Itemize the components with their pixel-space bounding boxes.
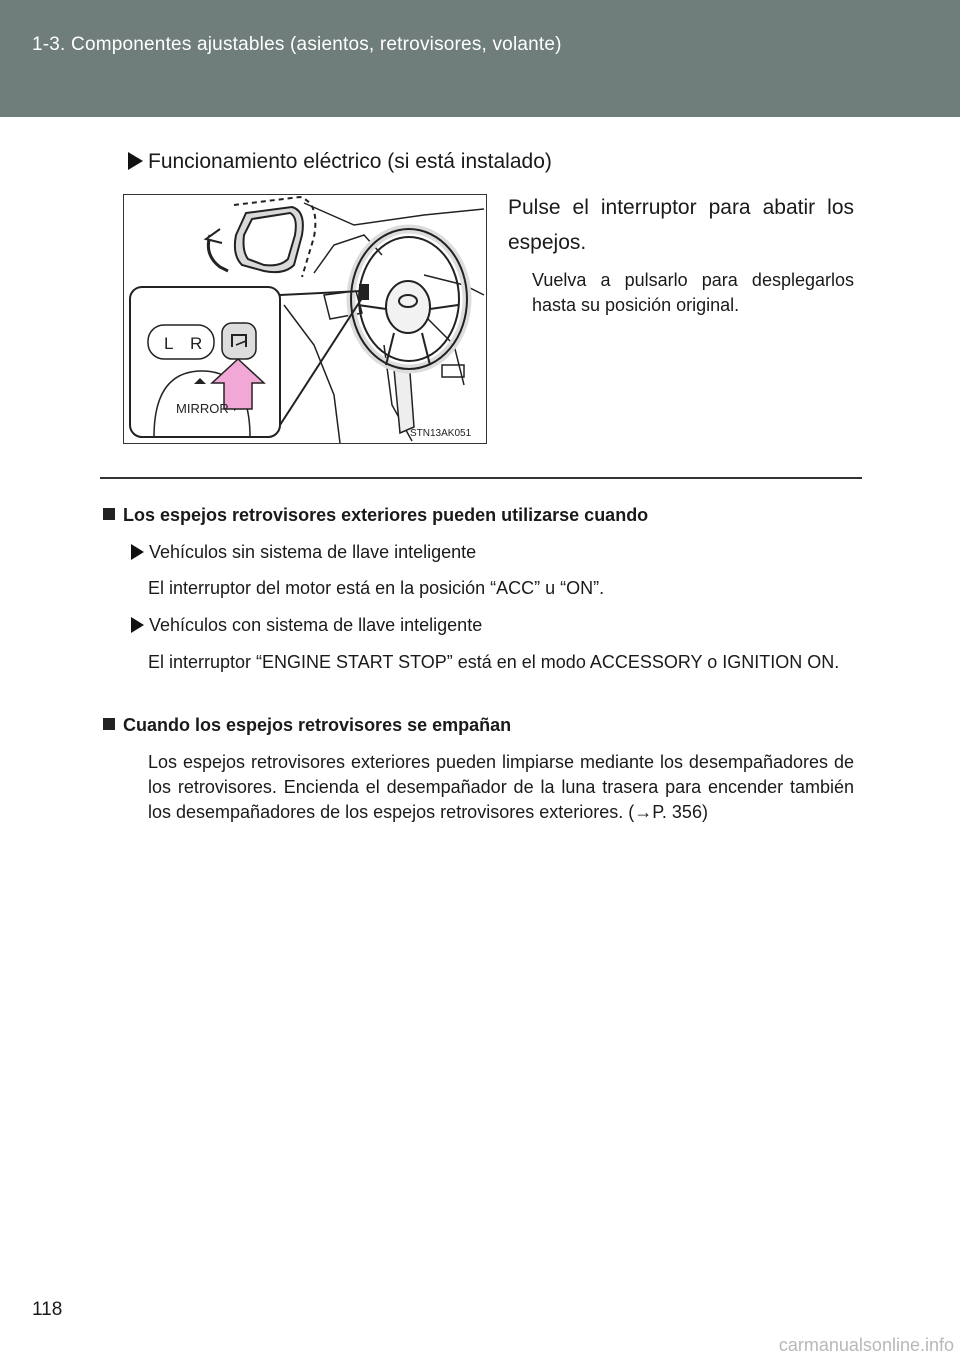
section-divider bbox=[100, 477, 862, 479]
fog-paragraph: Los espejos retrovisores exteriores pueden limpiarse mediante los desempañadores de los retrovisores. Encienda el desempañador de la luna trasera para encender también los desempañadores de los espejos retrovisores exteriores. (→P. 356) bbox=[148, 752, 854, 822]
subheading-text: Funcionamiento eléctrico (si está instalado) bbox=[148, 150, 552, 173]
item-label-text: Vehículos con sistema de llave inteligente bbox=[149, 615, 483, 635]
square-bullet-icon bbox=[103, 508, 115, 520]
mirror-switch-illustration bbox=[123, 194, 487, 444]
instruction-text: Pulse el interruptor para abatir los espejos. bbox=[508, 196, 854, 254]
item-text-smart-key: El interruptor “ENGINE START STOP” está en el modo ACCESSORY o IGNITION ON. bbox=[148, 652, 840, 672]
note-heading-fog bbox=[103, 715, 511, 736]
triangle-bullet-icon bbox=[131, 617, 144, 633]
note-heading-usage bbox=[103, 505, 648, 526]
triangle-bullet-icon bbox=[128, 152, 143, 170]
item-label-text: Vehículos sin sistema de llave inteligente bbox=[149, 542, 477, 562]
watermark-text: carmanualsonline.info bbox=[778, 1335, 954, 1355]
subheading-electric bbox=[128, 150, 552, 174]
note-heading-text: Los espejos retrovisores exteriores pueden utilizarse cuando bbox=[123, 505, 649, 525]
item-label-smart-key bbox=[131, 615, 482, 636]
switch-label-r: R bbox=[190, 334, 203, 353]
square-bullet-icon bbox=[103, 718, 115, 730]
header-bar bbox=[0, 0, 960, 117]
switch-label-l: L bbox=[164, 334, 174, 353]
triangle-bullet-icon bbox=[131, 544, 144, 560]
chapter-title: 1-3. Componentes ajustables (asientos, retrovisores, volante) bbox=[32, 34, 562, 55]
mirror-label: MIRROR bbox=[176, 401, 229, 416]
side-mirror-icon bbox=[206, 197, 315, 277]
note-heading-text: Cuando los espejos retrovisores se empañan bbox=[123, 715, 512, 735]
item-label-no-smart-key bbox=[131, 542, 476, 563]
item-text-no-smart-key: El interruptor del motor está en la posición “ACC” u “ON”. bbox=[148, 578, 605, 598]
dashboard-illustration-svg bbox=[124, 195, 486, 443]
instruction-note: Vuelva a pulsarlo para desplegarlos hasta su posición original. bbox=[532, 270, 854, 315]
figure-code: STN13AK051 bbox=[410, 428, 472, 439]
page-number: 118 bbox=[32, 1299, 63, 1320]
